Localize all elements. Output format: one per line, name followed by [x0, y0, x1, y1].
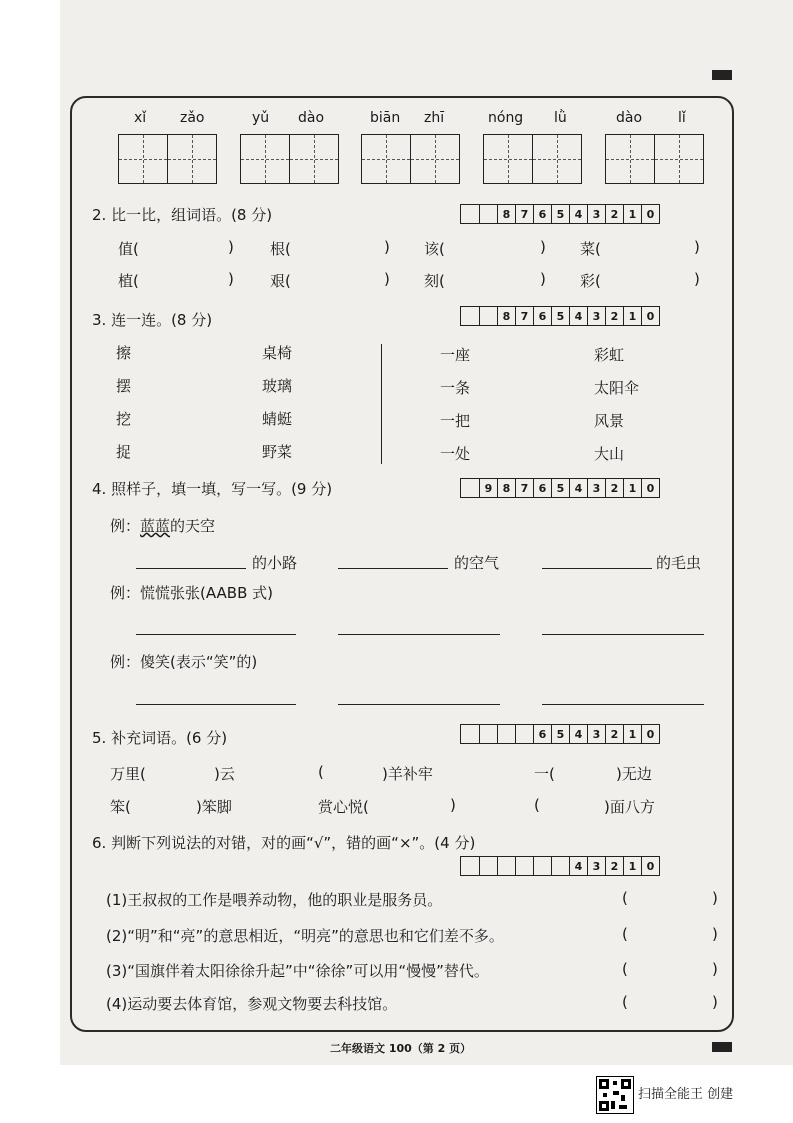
answer-blank[interactable] [136, 704, 296, 705]
score-cell[interactable]: 2 [605, 307, 623, 325]
q5-text: ( [318, 763, 324, 781]
q2-word: 艰( [270, 272, 291, 290]
score-cell[interactable] [461, 857, 479, 875]
q5-score-box [460, 724, 660, 744]
pinyin: yǔ [252, 110, 270, 126]
example-word: 蓝蓝 [140, 517, 171, 535]
q5-title: 5. 补充词语。(6 分) [92, 729, 228, 747]
writing-grid-cell[interactable] [605, 134, 655, 184]
score-cell[interactable] [515, 857, 533, 875]
q2-word: ) [228, 238, 234, 256]
q5-text: )面八方 [604, 798, 655, 816]
q5-text: ( [534, 796, 540, 814]
score-cell[interactable]: 3 [587, 857, 605, 875]
q3-noun[interactable]: 风景 [594, 412, 625, 430]
example-rest: 的天空 [170, 517, 216, 535]
score-cell[interactable]: 6 [533, 307, 551, 325]
answer-blank[interactable] [542, 634, 704, 635]
score-cell[interactable] [479, 725, 497, 743]
corner-mark [712, 1042, 732, 1052]
score-cell[interactable]: 0 [641, 205, 659, 223]
score-cell[interactable]: 0 [641, 725, 659, 743]
score-cell[interactable]: 0 [641, 479, 659, 497]
q5-text: )无边 [616, 765, 652, 783]
q6-statement: (2)“明”和“亮”的意思相近，“明亮”的意思也和它们差不多。 [106, 927, 504, 945]
score-cell[interactable] [461, 479, 479, 497]
score-cell[interactable]: 1 [623, 857, 641, 875]
q3-measure[interactable]: 一处 [440, 445, 471, 463]
q5-text: 一( [534, 765, 555, 783]
score-cell[interactable]: 7 [515, 479, 533, 497]
q2-word: ) [694, 238, 700, 256]
q3-object[interactable]: 蜻蜓 [262, 410, 293, 428]
writing-grid-cell[interactable] [289, 134, 339, 184]
score-cell[interactable]: 1 [623, 205, 641, 223]
score-cell[interactable]: 5 [551, 205, 569, 223]
answer-blank[interactable] [136, 634, 296, 635]
score-cell[interactable]: 5 [551, 725, 569, 743]
q4-score-box [460, 478, 660, 498]
score-cell[interactable]: 7 [515, 307, 533, 325]
writing-grid-cell[interactable] [240, 134, 290, 184]
writing-grid-cell[interactable] [654, 134, 704, 184]
answer-paren-close[interactable]: ) [712, 960, 718, 978]
score-cell[interactable]: 8 [497, 479, 515, 497]
pinyin: biān [370, 110, 401, 126]
score-cell[interactable]: 5 [551, 307, 569, 325]
q5-text: )云 [214, 765, 235, 783]
q3-title: 3. 连一连。(8 分) [92, 311, 213, 329]
score-cell[interactable]: 1 [623, 479, 641, 497]
q5-text: 赏心悦( [318, 798, 369, 816]
score-cell[interactable]: 7 [515, 205, 533, 223]
score-cell[interactable]: 6 [533, 205, 551, 223]
answer-blank[interactable] [542, 704, 704, 705]
answer-blank[interactable] [338, 634, 500, 635]
q4-fill: 的小路 [252, 554, 298, 572]
score-cell[interactable]: 4 [569, 205, 587, 223]
writing-grid-cell[interactable] [167, 134, 217, 184]
q2-word: 彩( [580, 272, 601, 290]
q3-noun[interactable]: 大山 [594, 445, 625, 463]
score-cell[interactable]: 8 [497, 307, 515, 325]
writing-grid-cell[interactable] [410, 134, 460, 184]
pinyin: lǐ [678, 110, 686, 126]
pinyin: nóng [488, 110, 524, 126]
pinyin: lǜ [554, 110, 567, 126]
score-cell[interactable]: 6 [533, 479, 551, 497]
q5-text: 笨( [110, 798, 131, 816]
q2-word: ) [540, 238, 546, 256]
score-cell[interactable] [479, 307, 497, 325]
score-cell[interactable] [515, 725, 533, 743]
q2-word: ) [694, 270, 700, 288]
q2-word: ) [384, 238, 390, 256]
answer-paren-open[interactable]: ( [622, 993, 628, 1011]
score-cell[interactable] [551, 857, 569, 875]
q5-text: ) [450, 796, 456, 814]
q6-title: 6. 判断下列说法的对错，对的画“√”，错的画“×”。(4 分) [92, 834, 476, 852]
corner-mark [712, 70, 732, 80]
answer-paren-open[interactable]: ( [622, 889, 628, 907]
score-cell[interactable]: 4 [569, 479, 587, 497]
q4-title: 4. 照样子，填一填，写一写。(9 分) [92, 480, 333, 498]
q4-example-3: 例：傻笑(表示“笑”的) [110, 653, 258, 671]
q5-text: 万里( [110, 765, 146, 783]
scanner-watermark: 扫描全能王 创建 [638, 1087, 734, 1102]
q2-word: 该( [424, 240, 445, 258]
q3-score-box [460, 306, 660, 326]
answer-paren-close[interactable]: ) [712, 925, 718, 943]
q3-object[interactable]: 桌椅 [262, 344, 293, 362]
q3-divider [381, 344, 382, 464]
score-cell[interactable]: 5 [551, 479, 569, 497]
answer-blank[interactable] [338, 568, 448, 569]
pinyin: zǎo [180, 110, 205, 126]
score-cell[interactable]: 2 [605, 725, 623, 743]
answer-paren-open[interactable]: ( [622, 925, 628, 943]
q2-title: 2. 比一比，组词语。(8 分) [92, 206, 273, 224]
pinyin: zhī [424, 110, 445, 126]
score-cell[interactable]: 1 [623, 725, 641, 743]
score-cell[interactable] [533, 857, 551, 875]
score-cell[interactable]: 6 [533, 725, 551, 743]
q3-measure[interactable]: 一把 [440, 412, 471, 430]
score-cell[interactable]: 9 [479, 479, 497, 497]
q2-word: 菜( [580, 240, 601, 258]
q2-score-box [460, 204, 660, 224]
q2-word: 值( [118, 240, 139, 258]
answer-paren-close[interactable]: ) [712, 993, 718, 1011]
pinyin: dào [298, 110, 325, 126]
q6-statement: (1)王叔叔的工作是喂养动物，他的职业是服务员。 [106, 891, 443, 909]
q3-noun[interactable]: 太阳伞 [594, 379, 640, 397]
score-cell[interactable] [497, 857, 515, 875]
answer-blank[interactable] [136, 568, 246, 569]
q3-object[interactable]: 玻璃 [262, 377, 293, 395]
score-cell[interactable]: 3 [587, 205, 605, 223]
writing-grid-cell[interactable] [483, 134, 533, 184]
score-cell[interactable] [461, 205, 479, 223]
q5-text: )笨脚 [196, 798, 232, 816]
q2-word: 刻( [424, 272, 445, 290]
q3-verb[interactable]: 擦 [116, 344, 132, 362]
q6-statement: (3)“国旗伴着太阳徐徐升起”中“徐徐”可以用“慢慢”替代。 [106, 962, 489, 980]
score-cell[interactable]: 3 [587, 307, 605, 325]
q6-score-box [460, 856, 660, 876]
answer-blank[interactable] [542, 568, 652, 569]
writing-grid-cell[interactable] [532, 134, 582, 184]
pinyin: dào [616, 110, 643, 126]
pinyin: xǐ [134, 110, 147, 126]
score-cell[interactable] [479, 205, 497, 223]
score-cell[interactable]: 0 [641, 307, 659, 325]
score-cell[interactable]: 4 [569, 725, 587, 743]
q3-noun[interactable]: 彩虹 [594, 346, 625, 364]
q3-measure[interactable]: 一条 [440, 379, 471, 397]
q4-fill: 的空气 [454, 554, 500, 572]
page-footer: 二年级语文 100（第 2 页） [330, 1042, 472, 1055]
q4-example-2: 例：慌慌张张(AABB 式) [110, 584, 273, 602]
q6-statement: (4)运动要去体育馆，参观文物要去科技馆。 [106, 995, 398, 1013]
score-cell[interactable] [461, 307, 479, 325]
qr-code-icon [596, 1076, 634, 1114]
score-cell[interactable]: 2 [605, 857, 623, 875]
score-cell[interactable]: 1 [623, 307, 641, 325]
writing-grid-cell[interactable] [118, 134, 168, 184]
q5-text: )羊补牢 [382, 765, 433, 783]
q2-word: 植( [118, 272, 139, 290]
score-cell[interactable]: 2 [605, 205, 623, 223]
q4-fill: 的毛虫 [656, 554, 702, 572]
score-cell[interactable] [461, 725, 479, 743]
q4-example-1 [110, 515, 215, 536]
q2-word: ) [228, 270, 234, 288]
answer-blank[interactable] [338, 704, 500, 705]
q3-verb[interactable]: 摆 [116, 377, 132, 395]
q2-word: ) [540, 270, 546, 288]
writing-grid-cell[interactable] [361, 134, 411, 184]
q3-measure[interactable]: 一座 [440, 346, 471, 364]
answer-paren-open[interactable]: ( [622, 960, 628, 978]
score-cell[interactable]: 0 [641, 857, 659, 875]
score-cell[interactable] [479, 857, 497, 875]
score-cell[interactable] [497, 725, 515, 743]
q3-verb[interactable]: 捉 [116, 443, 132, 461]
example-label: 例： [110, 517, 141, 535]
score-cell[interactable]: 8 [497, 205, 515, 223]
score-cell[interactable]: 3 [587, 725, 605, 743]
q3-object[interactable]: 野菜 [262, 443, 293, 461]
q3-verb[interactable]: 挖 [116, 410, 132, 428]
score-cell[interactable]: 2 [605, 479, 623, 497]
q2-word: ) [384, 270, 390, 288]
score-cell[interactable]: 4 [569, 857, 587, 875]
answer-paren-close[interactable]: ) [712, 889, 718, 907]
score-cell[interactable]: 4 [569, 307, 587, 325]
q2-word: 根( [270, 240, 291, 258]
score-cell[interactable]: 3 [587, 479, 605, 497]
